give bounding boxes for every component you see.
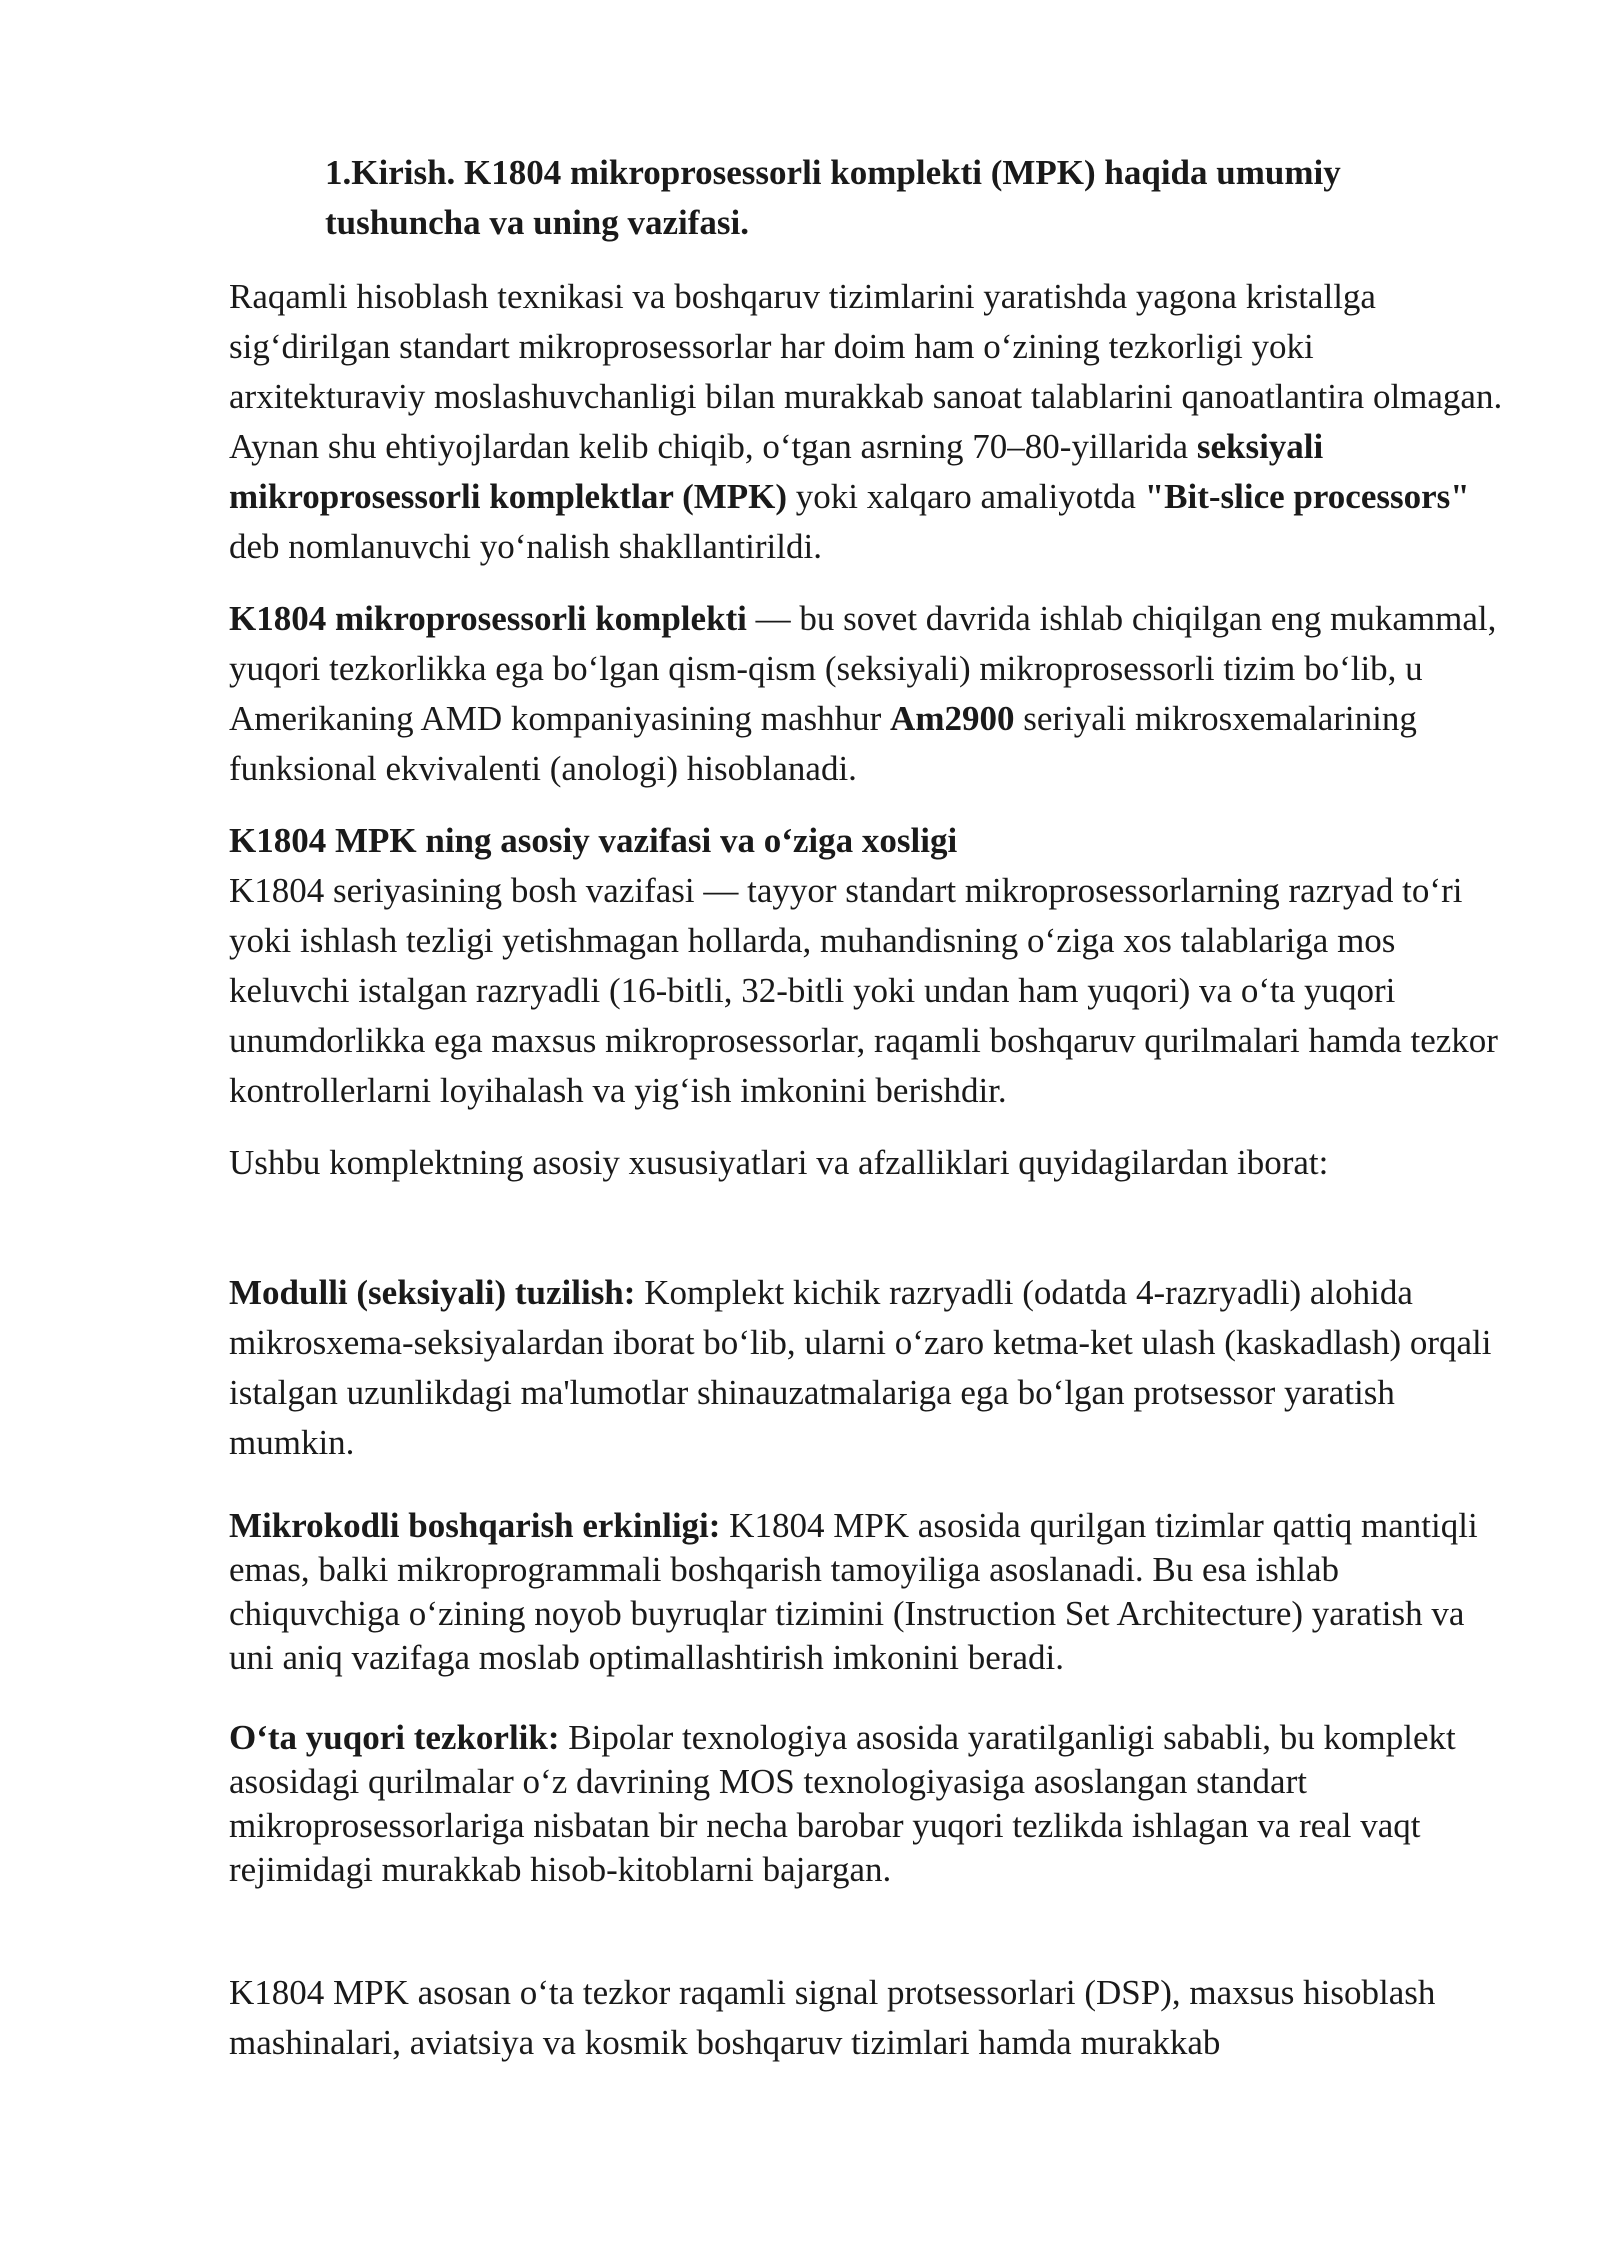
feature-speed-title: O‘ta yuqori tezkorlik: — [229, 1718, 560, 1757]
feature-modular-title: Modulli (seksiyali) tuzilish: — [229, 1273, 636, 1312]
intro-paragraph — [229, 272, 1504, 572]
feature-speed — [229, 1716, 1504, 1892]
section-heading: 1.Kirish. K1804 mikroprosessorli komplekti (MPK) haqida umumiy tushuncha va uning vazifasi. — [325, 153, 1341, 242]
definition-bold-1: K1804 mikroprosessorli komplekti — [229, 599, 747, 638]
definition-bold-2: Am2900 — [890, 699, 1015, 738]
intro-text-1: Raqamli hisoblash texnikasi va boshqaruv tizimlarini yaratishda yagona kristallga sig‘dirilgan standart mikroprosessorlar har doim ham o‘zining tezkorligi yoki arxitekturaviy moslashuvchanligi bilan murakkab sanoat talablarini qanoatlantira olmagan. Aynan shu ehtiyojlardan kelib chiqib, o‘tgan asrning 70–80-yillarida — [229, 277, 1503, 466]
definition-text-2: seriyali mikrosxemalarining funksional ekvivalenti (anologi) hisoblanadi. — [229, 699, 1417, 788]
feature-microcode-title: Mikrokodli boshqarish erkinligi: — [229, 1506, 721, 1545]
feature-speed-text: Bipolar texnologiya asosida yaratilganligi sababli, bu komplekt asosidagi qurilmalar o‘z davrining MOS texnologiyasiga asoslangan standart mikroprosessorlariga nisbatan bir necha barobar yuqori tezlikda ishlagan va real vaqt rejimidagi murakkab hisob-kitoblarni bajargan. — [229, 1718, 1456, 1889]
definition-text-1: — bu sovet davrida ishlab chiqilgan eng mukammal, yuqori tezkorlikka ega bo‘lgan qism-qism (seksiyali) mikroprosessorli tizim bo‘lib, u Amerikaning AMD kompaniyasining mashhur — [229, 599, 1497, 738]
feature-microcode — [229, 1504, 1504, 1680]
intro-text-2: yoki xalqaro amaliyotda — [787, 477, 1145, 516]
intro-bold-2: "Bit-slice processors" — [1144, 477, 1470, 516]
features-intro: Ushbu komplektning asosiy xususiyatlari va afzalliklari quyidagilardan iborat: — [229, 1143, 1329, 1182]
intro-text-3: deb nomlanuvchi yo‘nalish shakllantirildi. — [229, 527, 822, 566]
feature-modular — [229, 1268, 1504, 1468]
feature-modular-text: Komplekt kichik razryadli (odatda 4-razryadli) alohida mikrosxema-seksiyalardan iborat bo‘lib, ularni o‘zaro ketma-ket ulash (kaskadlash) orqali istalgan uzunlikdagi ma'lumotlar shinauzatmalariga ega bo‘lgan protsessor yaratish mumkin. — [229, 1273, 1492, 1462]
purpose-paragraph: K1804 seriyasining bosh vazifasi — tayyor standart mikroprosessorlarning razryad to‘ri yoki ishlash tezligi yetishmagan hollarda, muhandisning o‘ziga xos talablariga mos keluvchi istalgan razryadli (16-bitli, 32-bitli yoki undan ham yuqori) va o‘ta yuqori unumdorlikka ega maxsus mikroprosessorlar, raqamli boshqaruv qurilmalari hamda tezkor kontrollerlarni loyihalash va yig‘ish imkonini berishdir. — [229, 871, 1498, 1110]
feature-microcode-text: K1804 MPK asosida qurilgan tizimlar qattiq mantiqli emas, balki mikroprogrammali boshqarish tamoyiliga asoslanadi. Bu esa ishlab chiquvchiga o‘zining noyob buyruqlar tizimini (Instruction Set Architecture) yaratish va uni aniq vazifaga moslab optimallashtirish imkonini beradi. — [229, 1506, 1478, 1677]
definition-paragraph — [229, 594, 1504, 794]
applications-paragraph: K1804 MPK asosan o‘ta tezkor raqamli signal protsessorlari (DSP), maxsus hisoblash mashinalari, aviatsiya va kosmik boshqaruv tizimlari hamda murakkab — [229, 1973, 1436, 2062]
subheading: K1804 MPK ning asosiy vazifasi va o‘ziga xosligi — [229, 821, 958, 860]
document-page — [229, 148, 1504, 2068]
intro-bold-1: seksiyali mikroprosessorli komplektlar (MPK) — [229, 427, 1324, 516]
